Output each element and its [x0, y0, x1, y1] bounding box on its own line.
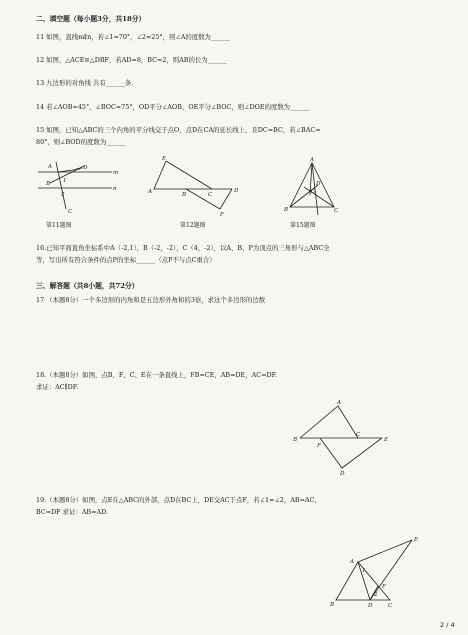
fig18-label-a: A	[337, 400, 342, 406]
page-number: 2 / 4	[440, 621, 455, 629]
question-19-line1: 19.（本题8分）如图，点E在△ABC的外部，点D在BC上，DE交AC于点F，若∠1=∠2，AB=AC，	[36, 496, 321, 504]
fig18-label-f: F	[317, 443, 321, 449]
figure-15	[282, 155, 352, 217]
fig15-label-c: C	[334, 208, 339, 214]
fig15-label-b: B	[284, 207, 289, 213]
figure-18	[292, 396, 392, 476]
fig19-label-b: B	[330, 602, 335, 608]
fig19-label-a: A	[350, 559, 355, 565]
fig12-label-a: A	[148, 189, 153, 195]
figure-15-caption: 第15题图	[290, 222, 316, 229]
fig18-label-d: D	[340, 471, 345, 477]
figure-11-caption: 第11题图	[46, 222, 72, 229]
question-18-line2: 求证：AC∥DF.	[36, 383, 79, 391]
fig11-label-c: C	[68, 209, 73, 215]
fig19-label-d: D	[368, 603, 373, 609]
fig18-label-b: B	[293, 437, 298, 443]
fig19-label-e: E	[414, 537, 419, 543]
question-16-line1: 16.已知平面直角坐标系中A（-2,1），B（-2，-2），C（4，-2），以A、B、P为顶点的三角形与△ABC全	[36, 244, 330, 252]
fig15-label-a: A	[310, 157, 315, 163]
question-13: 13 九边形的对角线 共有______条.	[36, 79, 134, 87]
fig18-label-e: E	[384, 437, 389, 443]
figure-12	[146, 155, 242, 217]
section2-header: 二、填空题（每小题3分，共18分）	[36, 15, 146, 23]
question-15-line1: 15 如图，已知△ABC的三个内角的平分线交于点O，点D在CA的延长线上，且DC=BC，若∠BAC=	[36, 126, 321, 134]
fig15-label-d: D	[316, 181, 321, 187]
section3-header: 三、解答题（共8小题，共72分）	[36, 282, 139, 290]
figure-11	[36, 155, 119, 217]
question-15-line2: 80°，则∠BOD的度数为______	[36, 138, 126, 146]
fig12-label-b: B	[182, 192, 187, 198]
question-14: 14 若∠AOB=45°，∠BOC=75°，OD平分∠AOB，OE平分∠BOC，则∠DOE的度数为______	[36, 103, 310, 111]
question-12: 12 如图，△ACE≌△DBF，若AD=8，BC=2，则AB的长为______	[36, 56, 227, 64]
fig19-label-f: F	[382, 584, 386, 590]
fig11-label-n: n	[113, 186, 117, 192]
question-11: 11 如图，直线m∥n，若∠1=70°，∠2=25°，则∠A的度数为______	[36, 33, 231, 41]
figure-12-caption: 第12题图	[180, 222, 206, 229]
question-17: 17 （本题8分）一个多边形的内角和是五边形外角和的3倍，求这个多边形的边数	[36, 296, 266, 304]
fig11-label-b: B	[46, 181, 51, 187]
fig11-label-2: 2	[61, 192, 65, 198]
fig15-label-o: O	[311, 189, 316, 195]
fig11-label-1: 1	[63, 178, 67, 184]
fig11-label-a: A	[48, 164, 53, 170]
question-18-line1: 18.（本题8分）如图，点B、F、C、E在一条直线上，FB=CE，AB=DE，AC=DF.	[36, 371, 278, 379]
fig11-label-m: m	[113, 170, 119, 176]
fig19-label-1: 1	[362, 568, 366, 574]
fig18-label-c: C	[356, 432, 361, 438]
figure-19	[330, 534, 426, 608]
fig12-label-f: F	[220, 212, 224, 218]
fig12-label-e: E	[162, 156, 167, 162]
fig19-label-2: 2	[374, 592, 378, 598]
fig12-label-c: C	[208, 192, 213, 198]
question-19-line2: BC=DF 求证：AB=AD.	[36, 508, 109, 516]
fig12-label-d: D	[234, 188, 239, 194]
question-16-line2: 等，写出所有符合条件的点P的坐标______（点P不与点C重合）	[36, 256, 216, 264]
fig19-label-c: C	[388, 603, 393, 609]
fig11-label-d: D	[83, 165, 88, 171]
